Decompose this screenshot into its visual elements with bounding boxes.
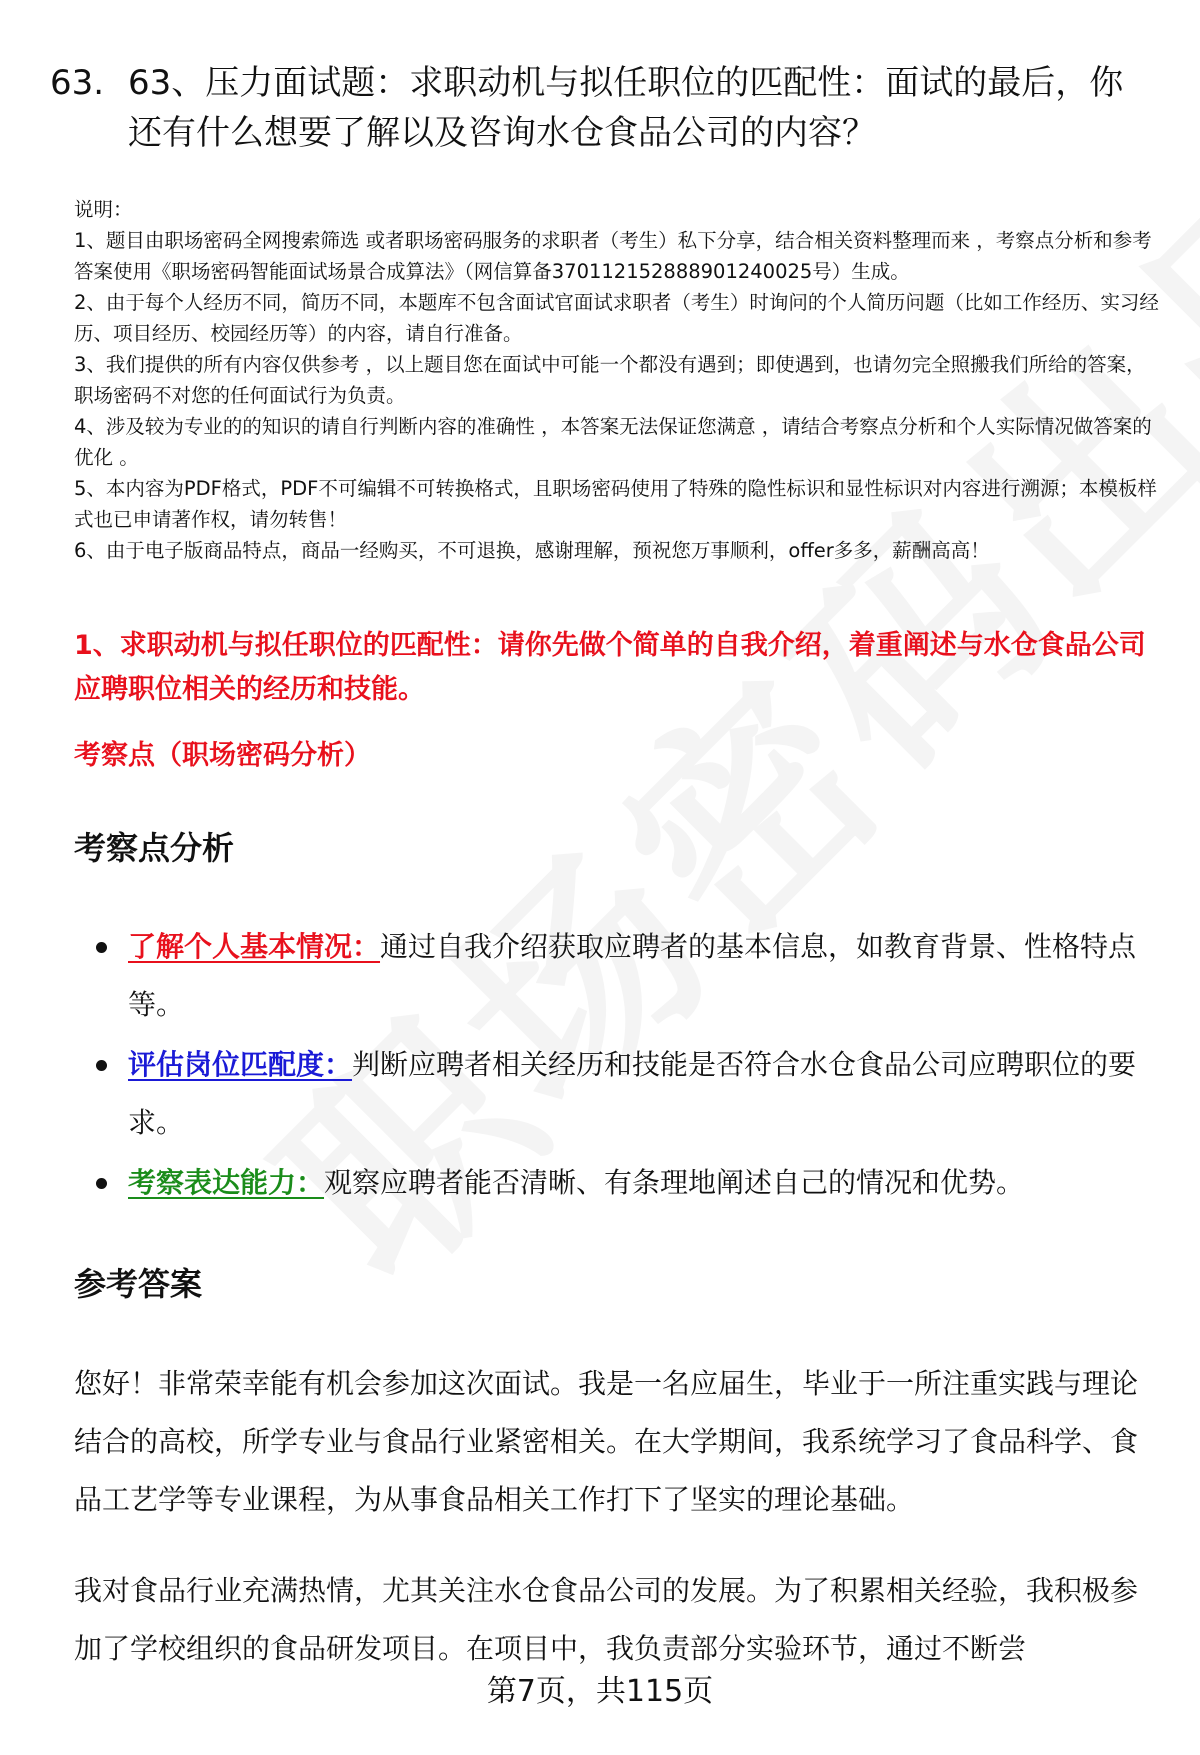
- note-item: 6、由于电子版商品特点，商品一经购买，不可退换，感谢理解，预祝您万事顺利，offer多多，薪酬高高！: [74, 539, 990, 562]
- note-item: 4、涉及较为专业的的知识的请自行判断内容的准确性 ，本答案无法保证您满意 ，请结合考察点分析和个人实际情况做答案的优化 。: [74, 415, 1152, 469]
- notes-heading: 说明：: [74, 198, 133, 221]
- note-item: 2、由于每个人经历不同，简历不同，本题库不包含面试官面试求职者（考生）时询问的个人简历问题（比如工作经历、实习经历、项目经历、校园经历等）的内容，请自行准备。: [74, 291, 1159, 345]
- page-footer: 第7页，共115页: [486, 1674, 714, 1709]
- notes-block: [74, 194, 1164, 566]
- bullet-label: 了解个人基本情况：: [128, 930, 381, 963]
- answer-heading: 参考答案: [74, 1265, 203, 1303]
- bullet-dot: [96, 1060, 107, 1071]
- list-item: [96, 1036, 1166, 1152]
- note-item: 5、本内容为PDF格式，PDF不可编辑不可转换格式，且职场密码使用了特殊的隐性标识和显性标识对内容进行溯源；本模板样式也已申请著作权，请勿转售！: [74, 477, 1157, 531]
- analysis-list: [96, 918, 1166, 1214]
- answer-paragraph: 我对食品行业充满热情，尤其关注水仓食品公司的发展。为了积累相关经验，我积极参加了学校组织的食品研发项目。在项目中，我负责部分实验环节，通过不断尝: [74, 1574, 1139, 1665]
- bullet-dot: [96, 1178, 107, 1189]
- bullet-label: 考察表达能力：: [128, 1166, 325, 1199]
- bullet-text: 观察应聘者能否清晰、有条理地阐述自己的情况和优势。: [324, 1166, 1025, 1199]
- list-item: [96, 918, 1166, 1034]
- bullet-dot: [96, 942, 107, 953]
- question-heading: 1、求职动机与拟任职位的匹配性：请你先做个简单的自我介绍，着重阐述与水仓食品公司应聘职位相关的经历和技能。: [74, 630, 1146, 705]
- focus-subheading: 考察点（职场密码分析）: [74, 740, 371, 771]
- bullet-text: 判断应聘者相关经历和技能是否符合水仓食品公司应聘职位的要求。: [128, 1048, 1137, 1139]
- list-item: [96, 1154, 1166, 1212]
- bullet-label: 评估岗位匹配度：: [128, 1048, 353, 1081]
- answer-paragraph: 您好！非常荣幸能有机会参加这次面试。我是一名应届生，毕业于一所注重实践与理论结合的高校，所学专业与食品行业紧密相关。在大学期间，我系统学习了食品科学、食品工艺学等专业课程，为从事食品相关工作打下了坚实的理论基础。: [74, 1367, 1139, 1516]
- title-text: 63、压力面试题：求职动机与拟任职位的匹配性：面试的最后，你还有什么想要了解以及咨询水仓食品公司的内容？: [128, 63, 1124, 153]
- page-title: [50, 58, 1150, 158]
- analysis-heading: 考察点分析: [74, 829, 235, 867]
- note-item: 3、我们提供的所有内容仅供参考 ，以上题目您在面试中可能一个都没有遇到；即使遇到，也请勿完全照搬我们所给的答案，职场密码不对您的任何面试行为负责。: [74, 353, 1146, 407]
- title-number: 63.: [50, 63, 105, 103]
- note-item: 1、题目由职场密码全网搜索筛选 或者职场密码服务的求职者（考生）私下分享，结合相关资料整理而来 ，考察点分析和参考答案使用《职场密码智能面试场景合成算法》（网信算备370112152888901240025号）生成。: [74, 229, 1152, 283]
- bullet-text: 通过自我介绍获取应聘者的基本信息，如教育背景、性格特点等。: [128, 930, 1137, 1021]
